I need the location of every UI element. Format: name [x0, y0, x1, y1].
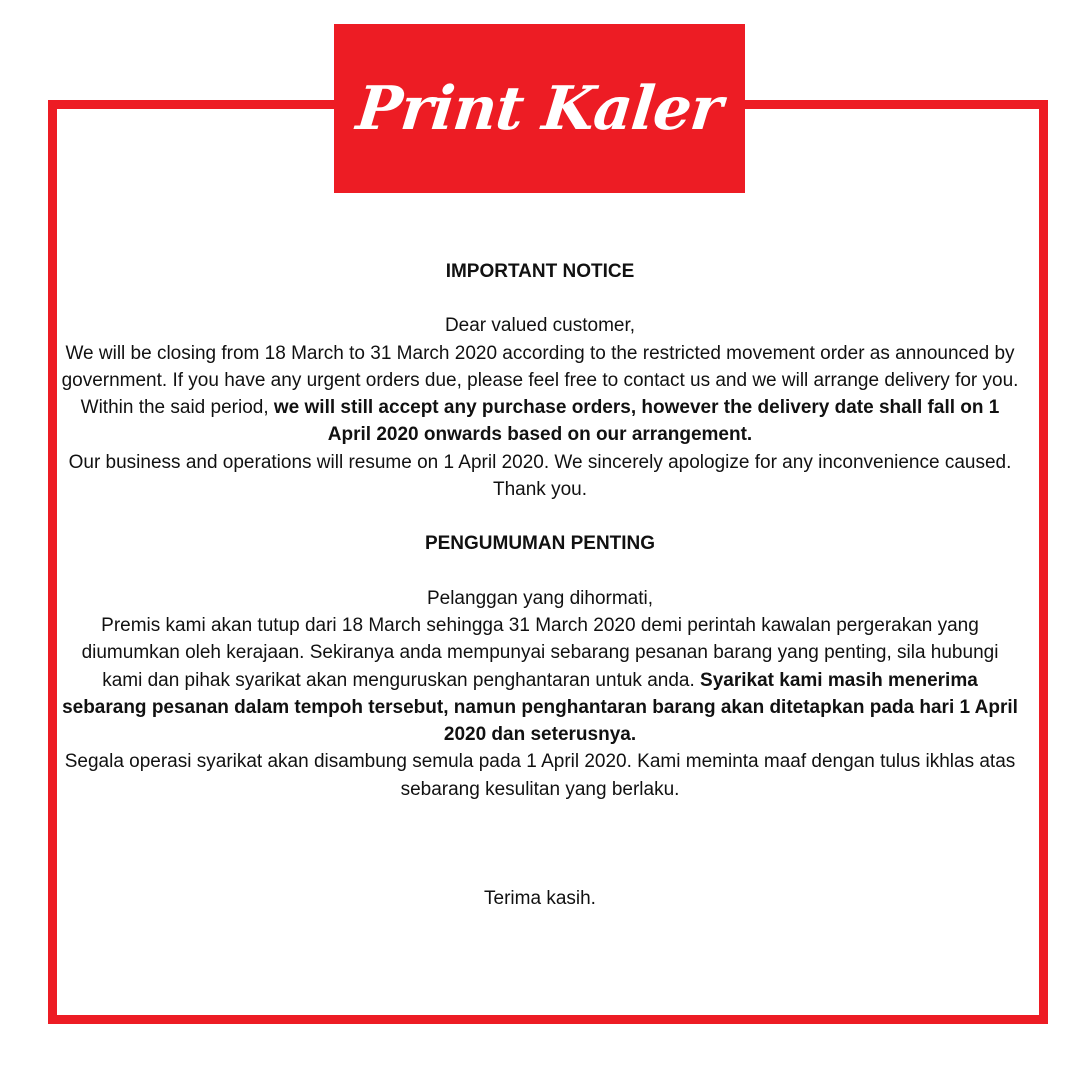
- english-heading: IMPORTANT NOTICE: [445, 261, 635, 282]
- malay-body-text: Premis kami akan tutup dari 18 March sehingga 31 March 2020 demi perintah kawalan pergerakan yang diumumkan oleh kerajaan. Sekiranya anda mempunyai sebarang pesanan barang yang penting, sila hubungi kami dan pihak syarikat akan menguruskan penghantaran untuk anda.: [81, 614, 999, 691]
- notice-content: [60, 258, 1020, 912]
- english-body: [60, 340, 1020, 449]
- spacer: [60, 558, 1020, 585]
- malay-body: [60, 612, 1020, 748]
- malay-greeting: Pelanggan yang dihormati,: [426, 587, 654, 609]
- brand-logo: [334, 24, 745, 193]
- malay-resume-text: Segala operasi syarikat akan disambung semula pada 1 April 2020. Kami meminta maaf dengan tulus ikhlas atas sebarang kesulitan yang berlaku.: [64, 751, 1016, 800]
- malay-heading: PENGUMUMAN PENTING: [424, 533, 656, 555]
- spacer: [60, 803, 1020, 885]
- english-body-text: We will be closing from 18 March to 31 March 2020 according to the restricted movement order as announced by government. If you have any urgent orders due, please feel free to contact us and we will arrange delivery for you. Within the said period,: [61, 342, 1019, 419]
- english-thanks: Thank you.: [493, 479, 587, 501]
- malay-body-emphasis: Syarikat kami masih menerima sebarang pesanan dalam tempoh tersebut, namun penghantaran barang akan ditetapkan pada hari 1 April 2020 dan seterusnya.: [62, 669, 1018, 746]
- spacer: [60, 503, 1020, 530]
- malay-thanks: Terima kasih.: [484, 888, 596, 910]
- brand-logo-wordmark: Print Kaler: [353, 73, 726, 144]
- spacer: [60, 285, 1020, 312]
- english-resume-text: Our business and operations will resume on 1 April 2020. We sincerely apologize for any inconvenience caused.: [68, 451, 1012, 473]
- english-body-emphasis: we will still accept any purchase orders, however the delivery date shall fall on 1 April 2020 onwards based on our arrangement.: [273, 397, 1000, 446]
- english-greeting: Dear valued customer,: [444, 315, 636, 337]
